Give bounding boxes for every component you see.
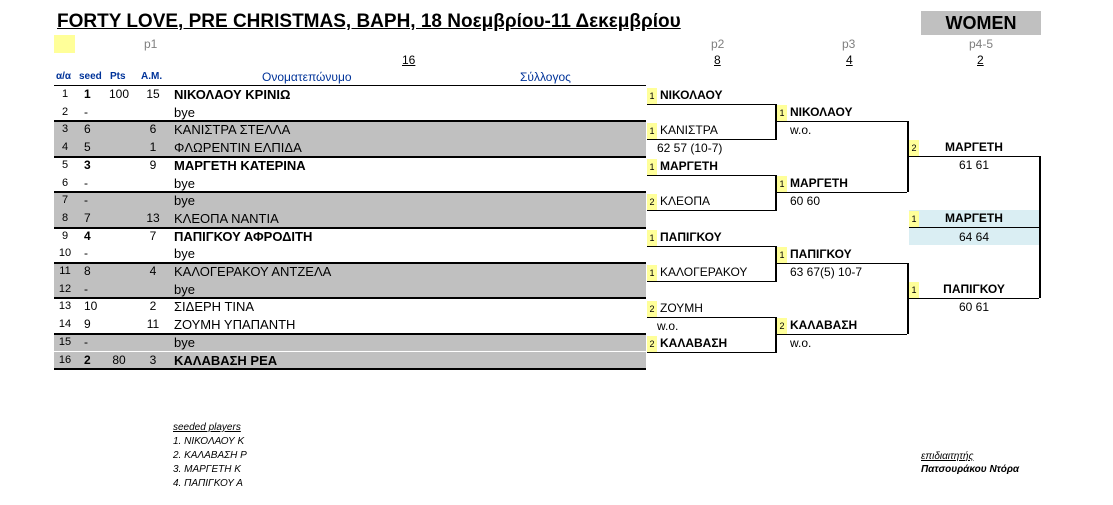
table-row bbox=[54, 352, 646, 370]
table-row bbox=[54, 104, 646, 122]
seed-number-box: 2 bbox=[647, 301, 657, 317]
final-winner bbox=[909, 210, 1039, 226]
row-points: 100 bbox=[108, 87, 130, 101]
row-divider bbox=[54, 368, 646, 370]
col-header-name: Ονοματεπώνυμο bbox=[262, 70, 352, 84]
round2-winner bbox=[647, 87, 777, 103]
row-seed: - bbox=[84, 246, 88, 261]
row-number: 2 bbox=[61, 105, 69, 118]
winner-name: ΠΑΠΙΓΚΟΥ bbox=[660, 230, 722, 244]
umpire-label: επιδιαιτητής bbox=[921, 451, 974, 462]
seeded-item: 4. ΠΑΠΙΓΚΟΥ Α bbox=[173, 478, 243, 489]
row-seed: 10 bbox=[84, 299, 98, 314]
seed-number-box: 1 bbox=[647, 159, 657, 175]
row-divider bbox=[54, 85, 646, 86]
row-number: 5 bbox=[61, 158, 69, 171]
round2-winner bbox=[647, 158, 777, 174]
row-divider bbox=[54, 120, 646, 122]
row-am: 1 bbox=[149, 140, 157, 155]
row-seed: - bbox=[84, 334, 88, 349]
winner-name: ΜΑΡΓΕΤΗ bbox=[660, 159, 718, 173]
row-name: bye bbox=[174, 193, 195, 209]
bracket-line bbox=[647, 246, 777, 247]
row-number: 15 bbox=[58, 335, 72, 348]
seed-number-box: 2 bbox=[777, 318, 787, 334]
seed-number-box: 1 bbox=[777, 176, 787, 192]
round-count-p4-5: 2 bbox=[977, 53, 984, 67]
bracket-connector bbox=[1039, 156, 1041, 298]
winner-name: ΖΟΥΜΗ bbox=[660, 301, 703, 315]
winner-name: ΜΑΡΓΕΤΗ bbox=[790, 176, 848, 190]
row-divider bbox=[54, 262, 646, 264]
row-number: 7 bbox=[61, 194, 69, 207]
seed-number-box: 1 bbox=[777, 105, 787, 121]
table-row bbox=[54, 263, 646, 281]
row-seed: 4 bbox=[84, 228, 91, 243]
round3-winner bbox=[777, 104, 907, 120]
umpire-name: Πατσουράκου Ντόρα bbox=[921, 464, 1020, 475]
seed-number-box: 1 bbox=[777, 247, 787, 263]
row-am: 3 bbox=[149, 352, 157, 367]
row-number: 11 bbox=[59, 265, 71, 277]
row-am: 9 bbox=[149, 157, 157, 172]
row-seed: 7 bbox=[84, 210, 91, 225]
row-number: 9 bbox=[61, 229, 69, 242]
row-am: 11 bbox=[146, 317, 160, 332]
round2-winner bbox=[647, 300, 777, 316]
table-row bbox=[54, 157, 646, 175]
row-number: 4 bbox=[61, 141, 69, 154]
row-am: 7 bbox=[149, 228, 157, 243]
table-row bbox=[54, 175, 646, 193]
winner-name: ΚΑΛΑΒΑΣΗ bbox=[660, 336, 728, 350]
page-title: FORTY LOVE, PRE CHRISTMAS, ΒΑΡΗ, 18 Νοεμβρίου-11 Δεκεμβρίου bbox=[57, 11, 681, 32]
row-am: 15 bbox=[146, 87, 160, 101]
round3-score: w.o. bbox=[790, 123, 812, 137]
row-divider bbox=[54, 156, 646, 158]
semi-score: 60 61 bbox=[958, 300, 990, 314]
col-header-club: Σύλλογος bbox=[520, 70, 571, 84]
semi-winner bbox=[909, 281, 1039, 297]
row-seed: 6 bbox=[84, 122, 91, 137]
seeded-title: seeded players bbox=[173, 422, 241, 433]
round-count-p2: 8 bbox=[714, 53, 721, 67]
winner-name: ΠΑΠΙΓΚΟΥ bbox=[790, 247, 852, 261]
round-label-p2: p2 bbox=[711, 37, 725, 51]
round-count-p1: 16 bbox=[402, 53, 416, 67]
round-label-p4-5: p4-5 bbox=[969, 37, 994, 51]
row-am: 13 bbox=[146, 210, 160, 225]
round2-winner bbox=[647, 193, 777, 209]
round3-score: 63 67(5) 10-7 bbox=[790, 265, 863, 279]
winner-name: ΜΑΡΓΕΤΗ bbox=[945, 140, 1003, 154]
round2-score: w.o. bbox=[657, 319, 679, 333]
row-seed: 3 bbox=[84, 157, 91, 172]
round3-score: w.o. bbox=[790, 336, 812, 350]
table-row bbox=[54, 298, 646, 316]
round3-winner bbox=[777, 317, 907, 333]
seed-number-box: 1 bbox=[647, 265, 657, 281]
seed-number-box: 1 bbox=[647, 123, 657, 139]
row-name: bye bbox=[174, 104, 195, 120]
row-name: bye bbox=[174, 175, 195, 191]
row-seed: - bbox=[84, 175, 88, 190]
highlight-box bbox=[54, 35, 75, 53]
row-name: ΜΑΡΓΕΤΗ ΚΑΤΕΡΙΝΑ bbox=[174, 157, 306, 173]
table-row bbox=[54, 334, 646, 352]
table-row bbox=[54, 86, 646, 104]
row-divider bbox=[54, 333, 646, 335]
row-name: ΚΛΕΟΠΑ ΝΑΝΤΙΑ bbox=[174, 210, 279, 226]
winner-name: ΝΙΚΟΛΑΟΥ bbox=[790, 105, 853, 119]
table-row bbox=[54, 228, 646, 246]
seed-number-box: 1 bbox=[647, 230, 657, 246]
row-name: bye bbox=[174, 334, 195, 350]
row-seed: - bbox=[84, 104, 88, 119]
seed-number-box: 1 bbox=[909, 211, 919, 227]
bracket-line bbox=[647, 352, 777, 353]
row-number: 8 bbox=[61, 211, 69, 224]
col-header-pts: Pts bbox=[110, 71, 126, 82]
round3-score: 60 60 bbox=[790, 194, 821, 208]
row-name: ΝΙΚΟΛΑΟΥ ΚΡΙΝΙΩ bbox=[174, 87, 291, 102]
row-am: 6 bbox=[149, 122, 157, 137]
row-name: ΖΟΥΜΗ ΥΠΑΠΑΝΤΗ bbox=[174, 317, 296, 333]
table-row bbox=[54, 210, 646, 228]
winner-name: ΚΛΕΟΠΑ bbox=[660, 194, 711, 208]
round-label-p1: p1 bbox=[144, 37, 158, 51]
row-number: 6 bbox=[61, 176, 69, 189]
row-seed: 8 bbox=[84, 264, 91, 278]
round-count-p3: 4 bbox=[846, 53, 853, 67]
category-badge: WOMEN bbox=[921, 11, 1041, 35]
winner-name: ΚΑΛΟΓΕΡΑΚΟΥ bbox=[660, 265, 748, 279]
col-header-am: A.M. bbox=[141, 71, 163, 82]
round2-winner bbox=[647, 122, 777, 138]
seed-number-box: 2 bbox=[647, 336, 657, 352]
seeded-item: 1. ΝΙΚΟΛΑΟΥ Κ bbox=[173, 436, 245, 447]
table-row bbox=[54, 139, 646, 157]
table-row bbox=[54, 192, 646, 210]
seed-number-box: 1 bbox=[647, 88, 657, 104]
seed-number-box: 2 bbox=[909, 140, 919, 156]
round-label-p3: p3 bbox=[842, 37, 856, 51]
col-header-num: α/α bbox=[56, 71, 72, 82]
row-seed: 2 bbox=[84, 352, 91, 367]
seeded-item: 2. ΚΑΛΑΒΑΣΗ Ρ bbox=[173, 450, 247, 461]
row-seed: 5 bbox=[84, 140, 91, 155]
semi-score: 61 61 bbox=[958, 158, 990, 172]
row-number: 1 bbox=[61, 88, 69, 100]
round3-winner bbox=[777, 246, 907, 262]
row-divider bbox=[54, 191, 646, 193]
row-name: ΠΑΠΙΓΚΟΥ ΑΦΡΟΔΙΤΗ bbox=[174, 228, 313, 244]
semi-winner bbox=[909, 139, 1039, 155]
seeded-item: 3. ΜΑΡΓΕΤΗ Κ bbox=[173, 464, 241, 475]
seed-number-box: 2 bbox=[647, 194, 657, 210]
table-row bbox=[54, 121, 646, 139]
round3-winner bbox=[777, 175, 907, 191]
row-name: ΚΑΛΟΓΕΡΑΚΟΥ ΑΝΤΖΕΛΑ bbox=[174, 264, 332, 279]
bracket-line bbox=[647, 281, 777, 282]
row-am: 2 bbox=[149, 299, 157, 314]
row-seed: 1 bbox=[84, 87, 91, 101]
row-points: 80 bbox=[112, 352, 126, 367]
row-name: ΣΙΔΕΡΗ ΤΙΝΑ bbox=[174, 299, 255, 315]
row-name: bye bbox=[174, 246, 195, 262]
row-number: 13 bbox=[58, 300, 72, 313]
row-divider bbox=[54, 227, 646, 229]
row-name: ΦΛΩΡΕΝΤΙΝ ΕΛΠΙΔΑ bbox=[174, 140, 302, 156]
bracket-line bbox=[647, 104, 777, 105]
row-am: 4 bbox=[149, 264, 157, 278]
col-header-seed: seed bbox=[79, 71, 102, 82]
bracket-line bbox=[647, 210, 777, 211]
final-score: 64 64 bbox=[958, 230, 990, 244]
row-name: bye bbox=[174, 281, 195, 297]
row-number: 10 bbox=[58, 247, 72, 260]
row-number: 16 bbox=[58, 353, 72, 366]
round2-score: 62 57 (10-7) bbox=[657, 141, 723, 155]
round2-winner bbox=[647, 264, 777, 280]
row-name: ΚΑΝΙΣΤΡΑ ΣΤΕΛΛΑ bbox=[174, 122, 291, 138]
round2-winner bbox=[647, 229, 777, 245]
bracket-line bbox=[909, 227, 1039, 228]
row-seed: - bbox=[84, 281, 88, 296]
bracket-line bbox=[647, 175, 777, 176]
winner-name: ΜΑΡΓΕΤΗ bbox=[945, 211, 1003, 225]
row-number: 14 bbox=[58, 318, 72, 331]
winner-name: ΚΑΛΑΒΑΣΗ bbox=[790, 318, 858, 332]
winner-name: ΝΙΚΟΛΑΟΥ bbox=[660, 88, 723, 102]
row-divider bbox=[54, 297, 646, 299]
table-row bbox=[54, 245, 646, 263]
row-number: 12 bbox=[58, 282, 72, 295]
row-name: ΚΑΛΑΒΑΣΗ ΡΕΑ bbox=[174, 352, 278, 368]
winner-name: ΠΑΠΙΓΚΟΥ bbox=[943, 282, 1005, 296]
row-number: 3 bbox=[61, 123, 69, 136]
table-row bbox=[54, 316, 646, 334]
seed-number-box: 1 bbox=[909, 282, 919, 298]
table-row bbox=[54, 281, 646, 299]
row-seed: - bbox=[84, 193, 88, 208]
winner-name: ΚΑΝΙΣΤΡΑ bbox=[660, 123, 718, 137]
round2-winner bbox=[647, 335, 777, 351]
row-seed: 9 bbox=[84, 317, 91, 332]
